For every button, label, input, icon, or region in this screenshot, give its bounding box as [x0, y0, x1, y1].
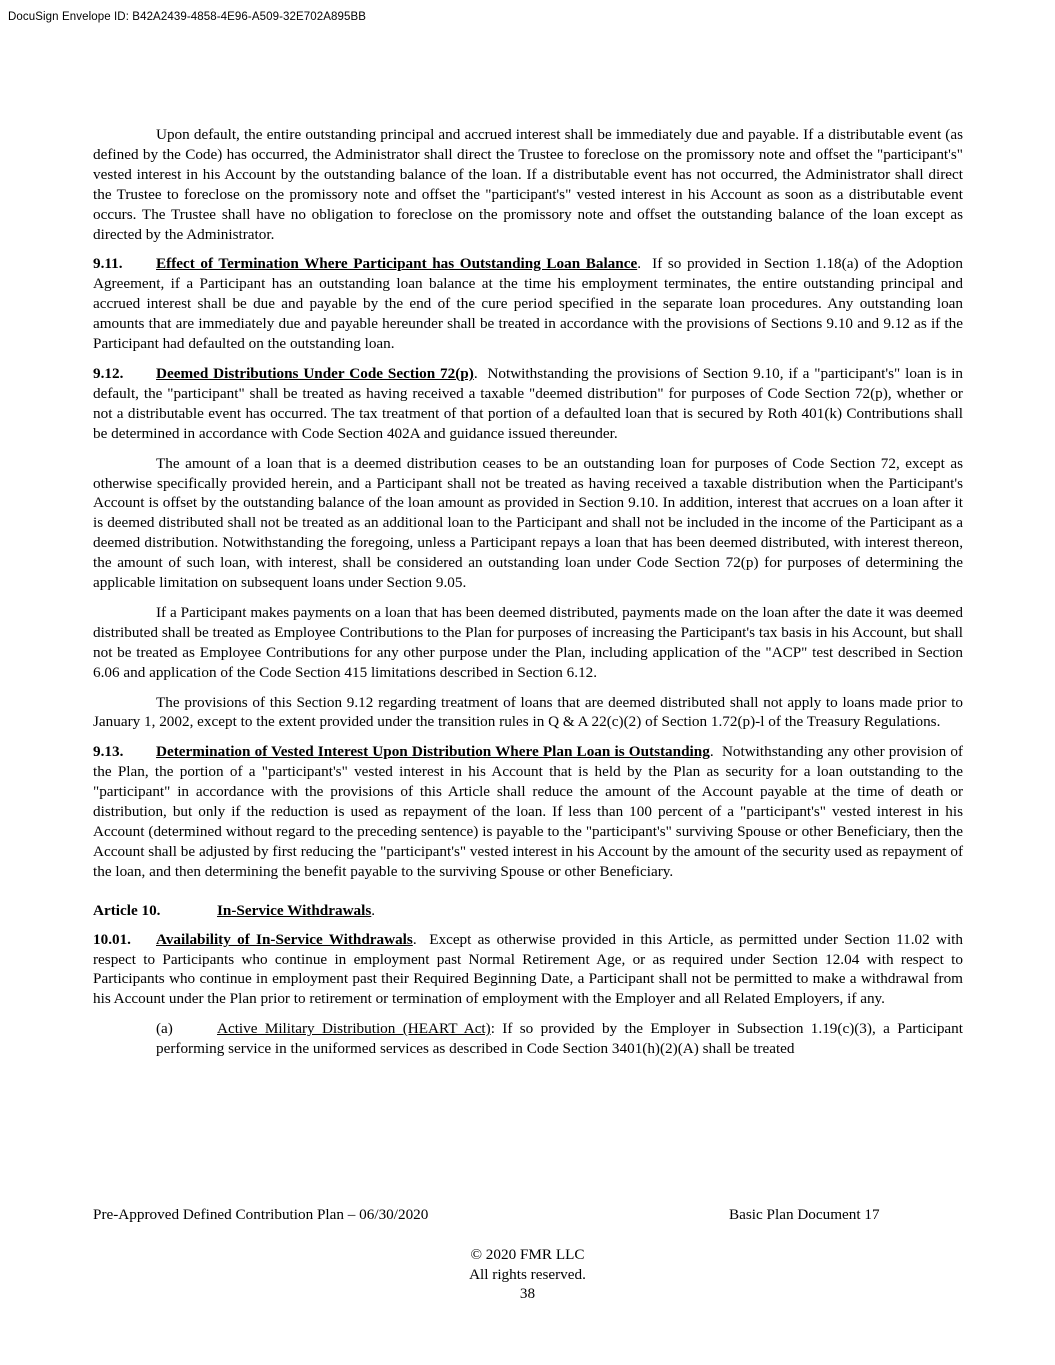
section-heading: Determination of Vested Interest Upon Distribution Where Plan Loan is Outstanding — [156, 743, 710, 761]
section-number: 9.13. — [93, 743, 124, 761]
section-number: 9.12. — [93, 364, 124, 382]
section-number: 9.11. — [93, 255, 123, 273]
section-10-01: 10.01. Availability of In-Service Withdrawals. Except as otherwise provided in this Article, as permitted under Section 11.02 with respect to Participants who continue in employment past Normal Retirement Age, or as required under Section 12.04 with respect to Participants who continue in employment past their Required Beginning Date, a Participant shall not be permitted to make a withdrawal from his Account under the Plan prior to retirement or termination of employment with the Employer and all Related Employers, if any. — [93, 930, 964, 1008]
article-label: Article 10. — [93, 901, 161, 919]
footer-copyright-block — [0, 1245, 1055, 1304]
section-text: If so provided in Section 1.18(a) of the Adoption Agreement, if a Participant has an outstanding loan balance at the time his employment terminates, the entire outstanding principal and accrued interest shall be due and payable by the end of the cure period specified in the separate loan procedures. Any outstanding loan amounts that are immediately due and payable hereunder shall be treated in accordance with the provisions of Sections 9.10 and 9.12 as if the Participant had defaulted on the outstanding loan. — [93, 255, 963, 353]
subsection-letter: (a) — [156, 1020, 173, 1038]
article-10-heading: Article 10. In-Service Withdrawals. — [93, 901, 376, 919]
section-number: 10.01. — [93, 930, 131, 948]
section-9-12-para-4: The provisions of this Section 9.12 regarding treatment of loans that are deemed distributed shall not apply to loans made prior to January 1, 2002, except to the extent provided under the transition rules in Q & A 22(c)(2) of Section 1.72(p)-l of the Treasury Regulations. — [93, 693, 963, 731]
article-title: In-Service Withdrawals — [217, 901, 372, 919]
section-9-13: 9.13. Determination of Vested Interest Upon Distribution Where Plan Loan is Outstanding. Notwithstanding any other provision of the Plan, the portion of a "participant's" vested interest in his Account that is held by the Plan as security for a loan outstanding to the "participant" in accordance with the provisions of this Article shall reduce the amount of the Account payable at the time of death or distribution, but only if the reduction is used as repayment of the loan. If less than 100 percent of a "participant's" vested interest in his Account (determined without regard to the preceding sentence) is payable to the "participant's" surviving Spouse or other Beneficiary, then the Account shall be adjusted by first reducing the "participant's" vested interest in his Account by the amount of the security used as repayment of the loan, and then determining the benefit payable to the surviving Spouse or other Beneficiary. — [93, 743, 963, 880]
section-heading: Effect of Termination Where Participant has Outstanding Loan Balance — [156, 255, 638, 273]
paragraph-default: Upon default, the entire outstanding principal and accrued interest shall be immediately due and payable. If a distributable event (as defined by the Code) has occurred, the Administrator shall direct the Trustee to foreclose on the promissory note and offset the "participant's" vested interest in his Account by the outstanding balance of the loan. If a distributable event has not occurred, the Administrator shall direct the Trustee to foreclose on the promissory note and offset the "participant's" vested interest in his Account as soon as a distributable event occurs. The Trustee shall have no obligation to foreclose on the promissory note and offset the outstanding balance of the loan except as directed by the Administrator. — [93, 126, 963, 243]
subsection-heading: Active Military Distribution (HEART Act) — [217, 1020, 491, 1038]
page-number: 38 — [519, 1285, 536, 1302]
rights-line: All rights reserved. — [469, 1265, 586, 1283]
section-heading: Availability of In-Service Withdrawals — [156, 930, 413, 948]
section-text: Notwithstanding any other provision of the Plan, the portion of a "participant's" vested interest in his Account that is held by the Plan as security for a loan outstanding to the "participant" in accordance with the provisions of this Article shall reduce the amount of the Account payable at the time of death or distribution, but only if the reduction is used as repayment of the loan. If less than 100 percent of a "participant's" vested interest in his Account (determined without regard to the preceding sentence) is payable to the "participant's" surviving Spouse or other Beneficiary, then the Account shall be adjusted by first reducing the "participant's" vested interest in his Account by the amount of the security used as repayment of the loan, and then determining the benefit payable to the surviving Spouse or other Beneficiary. — [93, 743, 963, 880]
section-9-11: 9.11. Effect of Termination Where Participant has Outstanding Loan Balance. If so provided in Section 1.18(a) of the Adoption Agreement, if a Participant has an outstanding loan balance at the time his employment terminates, the entire outstanding principal and accrued interest shall be due and payable by the end of the cure period specified in the separate loan procedures. Any outstanding loan amounts that are immediately due and payable hereunder shall be treated in accordance with the provisions of Sections 9.10 and 9.12 as if the Participant had defaulted on the outstanding loan. — [93, 255, 963, 353]
subsection-text: : If so provided by the Employer in Subsection 1.19(c)(3), a Participant performing service in the uniformed services as described in Code Section 3401(h)(2)(A) shall be treated — [156, 1020, 963, 1058]
footer-document-name: Basic Plan Document 17 — [729, 1206, 880, 1223]
section-9-12-para-2: The amount of a loan that is a deemed distribution ceases to be an outstanding loan for purposes of Code Section 72, except as otherwise specifically provided herein, and a Participant shall not be treated as having received a taxable distribution when the Participant's Account is offset by the outstanding balance of the loan amount as provided in Section 9.10. In addition, interest that accrues on a loan after it is deemed distributed shall not be treated as an additional loan to the Participant and shall not be included in the income of the Participant as a deemed distribution. Notwithstanding the foregoing, unless a Participant repays a loan that has been deemed distributed, with interest thereon, the amount of such loan, with interest, shall be considered an outstanding loan under Code Section 72(p) for purposes of determining the applicable limitation on subsequent loans under Section 9.05. — [93, 454, 963, 592]
section-9-12-para-3: If a Participant makes payments on a loan that has been deemed distributed, payments made on the loan after the date it was deemed distributed shall be treated as Employee Contributions to the Plan for purposes of increasing the Participant's tax basis in his Account, but shall not be treated as Employee Contributions for any other purpose under the Plan, including application of the "ACP" test described in Section 6.06 and application of the Code Section 415 limitations described in Section 6.12. — [93, 603, 963, 681]
copyright-line: © 2020 FMR LLC — [470, 1246, 585, 1263]
section-heading: Deemed Distributions Under Code Section 72(p) — [156, 364, 474, 382]
section-9-12: 9.12. Deemed Distributions Under Code Section 72(p). Notwithstanding the provisions of Section 9.10, if a "participant's" loan is in default, the "participant" shall be treated as having received a taxable "deemed distribution" for purposes of Code Section 72(p), whether or not a distributable event has occurred. The tax treatment of that portion of a defaulted loan that is secured by Roth 401(k) Contributions shall be determined in accordance with Code Section 402A and guidance issued thereunder. — [93, 364, 964, 442]
subsection-a — [93, 1019, 963, 1059]
docusign-envelope-id: DocuSign Envelope ID: B42A2439-4858-4E96-A509-32E702A895BB — [8, 11, 367, 23]
section-text: Notwithstanding the provisions of Section 9.10, if a "participant's" loan is in default, the "participant" shall be treated as having received a taxable "deemed distribution" for purposes of Code Section 72(p), whether or not a distributable event has occurred. The tax treatment of that portion of a defaulted loan that is secured by Roth 401(k) Contributions shall be determined in accordance with Code Section 402A and guidance issued thereunder. — [93, 364, 964, 442]
document-body — [93, 125, 963, 1059]
footer-plan-name: Pre-Approved Defined Contribution Plan – 06/30/2020 — [93, 1206, 429, 1223]
section-text: Except as otherwise provided in this Article, as permitted under Section 11.02 with respect to Participants who continue in employment past Normal Retirement Age, or as required under Section 12.04 with respect to Participants who continue in employment past their Required Beginning Date, a Participant shall not be permitted to make a withdrawal from his Account under the Plan prior to retirement or termination of employment with the Employer and all Related Employers, if any. — [93, 930, 964, 1008]
